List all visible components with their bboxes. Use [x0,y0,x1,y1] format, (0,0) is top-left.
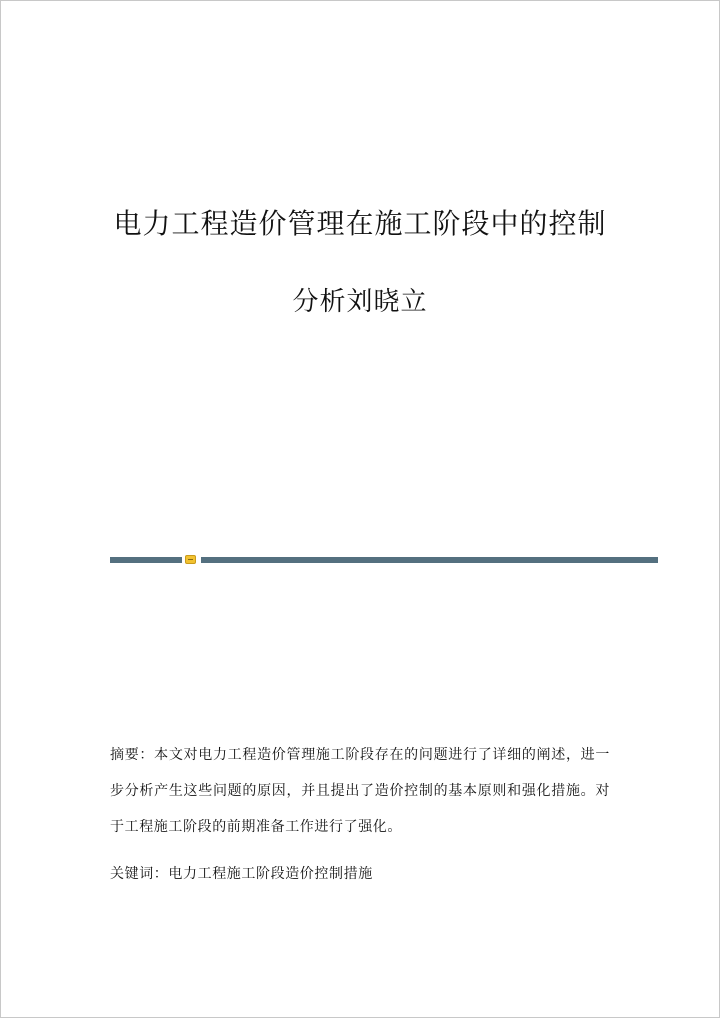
document-title-line-2: 分析刘晓立 [292,287,428,317]
document-title-line-1: 电力工程造价管理在施工阶段中的控制 [113,207,607,240]
abstract-paragraph: 摘要：本文对电力工程造价管理施工阶段存在的问题进行了详细的阐述，进一步分析产生这些问题的原因，并且提出了造价控制的基本原则和强化措施。对于工程施工阶段的前期准备工作进行了强化。 [110,747,610,835]
divider-bar-left [110,557,182,563]
section-divider [110,557,658,565]
divider-bar-right [201,557,658,563]
folder-icon [185,555,196,564]
keywords-line: 关键词：电力工程施工阶段造价控制措施 [110,866,373,882]
